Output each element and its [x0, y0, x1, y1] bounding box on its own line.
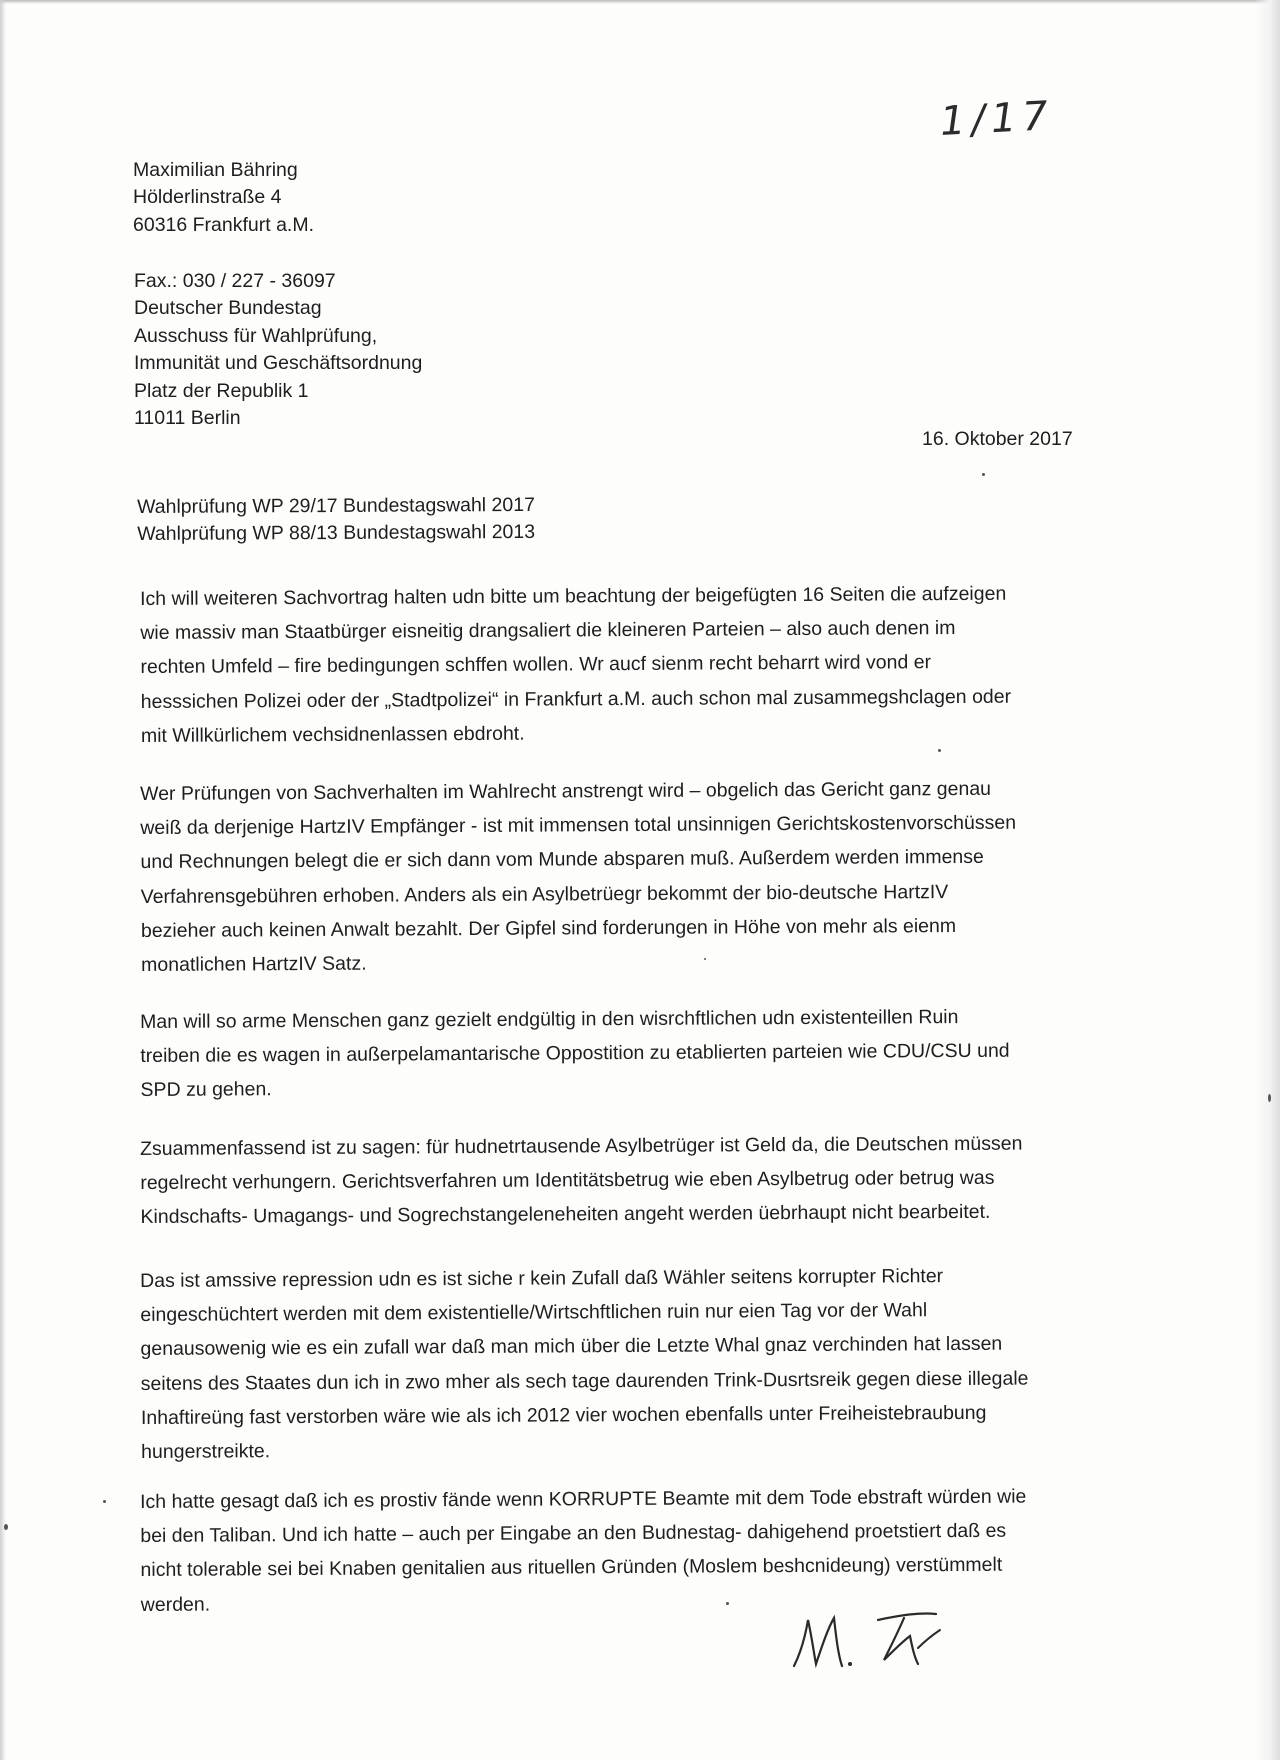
- paragraph-line: rechten Umfeld – fire bedingungen schffen wollen. Wr aucf sienm recht beharrt wird vond er: [140, 651, 932, 679]
- subject-lines: [137, 492, 535, 549]
- scan-speck: [4, 1524, 8, 1530]
- scan-edge-left: [0, 0, 6, 1760]
- paragraph-line: Zsuammenfassend ist zu sagen: für hudnetrtausende Asylbetrüger ist Geld da, die Deutschen müssen: [140, 1132, 1023, 1160]
- paragraph-line: Ich hatte gesagt daß ich es prostiv fände wenn KORRUPTE Beamte mit dem Tode ebstraft würden wie: [140, 1485, 1027, 1513]
- recipient-fax: Fax.: 030 / 227 - 36097: [134, 270, 336, 292]
- scan-edge-right: [1254, 0, 1280, 1760]
- paragraph-line: monatlichen HartzIV Satz.: [141, 952, 367, 977]
- paragraph-line: und Rechnungen belegt die er sich dann vom Munde absparen muß. Außerdem werden immense: [140, 846, 984, 874]
- body-paragraph-4: [140, 1126, 1101, 1234]
- sender-street: Hölderlinstraße 4: [133, 186, 282, 209]
- paragraph-line: hungerstreikte.: [141, 1440, 271, 1464]
- recipient-line-2: Ausschuss für Wahlprüfung,: [134, 324, 378, 347]
- paragraph-line: eingeschüchtert werden mit dem existentielle/Wirtschftlichen ruin nur eien Tag vor der Wahl: [140, 1299, 928, 1327]
- body-paragraph-5: [140, 1258, 1101, 1469]
- paragraph-line: Kindschafts- Umagangs- und Sogrechstangeleneheiten angeht werden üebrhaupt nicht bearbeitet.: [140, 1201, 991, 1229]
- scan-speck: [982, 473, 985, 476]
- paragraph-line: nicht tolerable sei bei Knaben genitalien aus rituellen Gründen (Moslem beshcnideung) verstümmelt: [140, 1554, 1003, 1582]
- paragraph-line: Inhaftireüng fast verstorben wäre wie als ich 2012 vier wochen ebenfalls unter Freiheistebraubung: [140, 1401, 987, 1429]
- handwritten-page-number: 1/17: [938, 93, 1055, 145]
- sender-name: Maximilian Bähring: [133, 159, 298, 181]
- paragraph-line: Wer Prüfungen von Sachverhalten im Wahlrecht anstrengt wird – obgelich das Gericht ganz genau: [140, 777, 992, 805]
- body-paragraph-2: [140, 771, 1101, 982]
- recipient-line-5: 11011 Berlin: [134, 407, 241, 430]
- scan-speck: [704, 958, 706, 960]
- recipient-address: [134, 268, 422, 432]
- paragraph-line: Verfahrensgebühren erhoben. Anders als ein Asylbetrüegr bekommt der bio-deutsche HartzIV: [140, 880, 949, 908]
- paragraph-line: Man will so arme Menschen ganz gezielt endgültig in den wisrchftlichen udn existenteillen Ruin: [140, 1006, 959, 1033]
- paragraph-line: seitens des Staates dun ich in zwo mher als sech tage daurenden Trink-Dusrtsreik gegen diese illegale: [140, 1367, 1029, 1395]
- body-paragraph-3: [140, 999, 1101, 1107]
- paragraph-line: hesssichen Polizei oder der „Stadtpolizei“ in Frankfurt a.M. auch schon mal zusammegshclagen oder: [140, 685, 1012, 713]
- recipient-line-4: Platz der Republik 1: [134, 379, 309, 402]
- paragraph-line: mit Willkürlichem vechsidnenlassen ebdroht.: [140, 722, 525, 747]
- paragraph-line: treiben die es wagen in außerpelamantarische Oppostition zu etablierten parteien wie CDU/CSU und: [140, 1039, 1010, 1068]
- subject-line-2: Wahlprüfung WP 88/13 Bundestagswahl 2013: [137, 521, 536, 546]
- scan-speck: [103, 1500, 106, 1503]
- scan-speck: [726, 1602, 729, 1605]
- body-paragraph-1: [140, 576, 1101, 753]
- recipient-line-1: Deutscher Bundestag: [134, 297, 322, 320]
- recipient-line-3: Immunität und Geschäftsordnung: [134, 352, 423, 375]
- paragraph-line: Ich will weiteren Sachvortrag halten udn bitte um beachtung der beigefügten 16 Seiten die aufzeigen: [140, 582, 1007, 610]
- scan-edge-top: [0, 0, 1280, 4]
- paragraph-line: bezieher auch keinen Anwalt bezahlt. Der Gipfel sind forderungen in Höhe von mehr als eienm: [140, 914, 957, 942]
- scan-speck: [938, 749, 941, 752]
- paragraph-line: genausowenig wie es ein zufall war daß man mich über die Letzte Whal gnaz verchinden hat lassen: [140, 1333, 1003, 1361]
- paragraph-line: regelrecht verhungern. Gerichtsverfahren um Identitätsbetrug wie eben Asylbetrug oder betrug was: [140, 1166, 995, 1195]
- paragraph-line: bei den Taliban. Und ich hatte – auch per Eingabe an den Budnestag- dahigehend proetstiert daß es: [140, 1519, 1007, 1548]
- paragraph-line: Das ist amssive repression udn es ist siche r kein Zufall daß Wähler seitens korrupter Richter: [140, 1265, 944, 1292]
- subject-line-1: Wahlprüfung WP 29/17 Bundestagswahl 2017: [137, 493, 535, 518]
- sender-city: 60316 Frankfurt a.M.: [133, 213, 315, 236]
- paragraph-line: SPD zu gehen.: [140, 1078, 272, 1102]
- paragraph-line: wie massiv man Staatbürger eisneitig drangsaliert die kleineren Parteien – also auch denen im: [140, 617, 956, 645]
- paragraph-line: werden.: [140, 1593, 211, 1616]
- letter-date: 16. Oktober 2017: [922, 428, 1073, 450]
- scan-speck: [1268, 1094, 1271, 1102]
- paragraph-line: weiß da derjenige HartzIV Empfänger - ist mit immensen total unsinnigen Gerichtskostenvorschüssen: [140, 811, 1017, 840]
- handwritten-signature: [786, 1590, 1006, 1680]
- sender-address: [133, 157, 314, 239]
